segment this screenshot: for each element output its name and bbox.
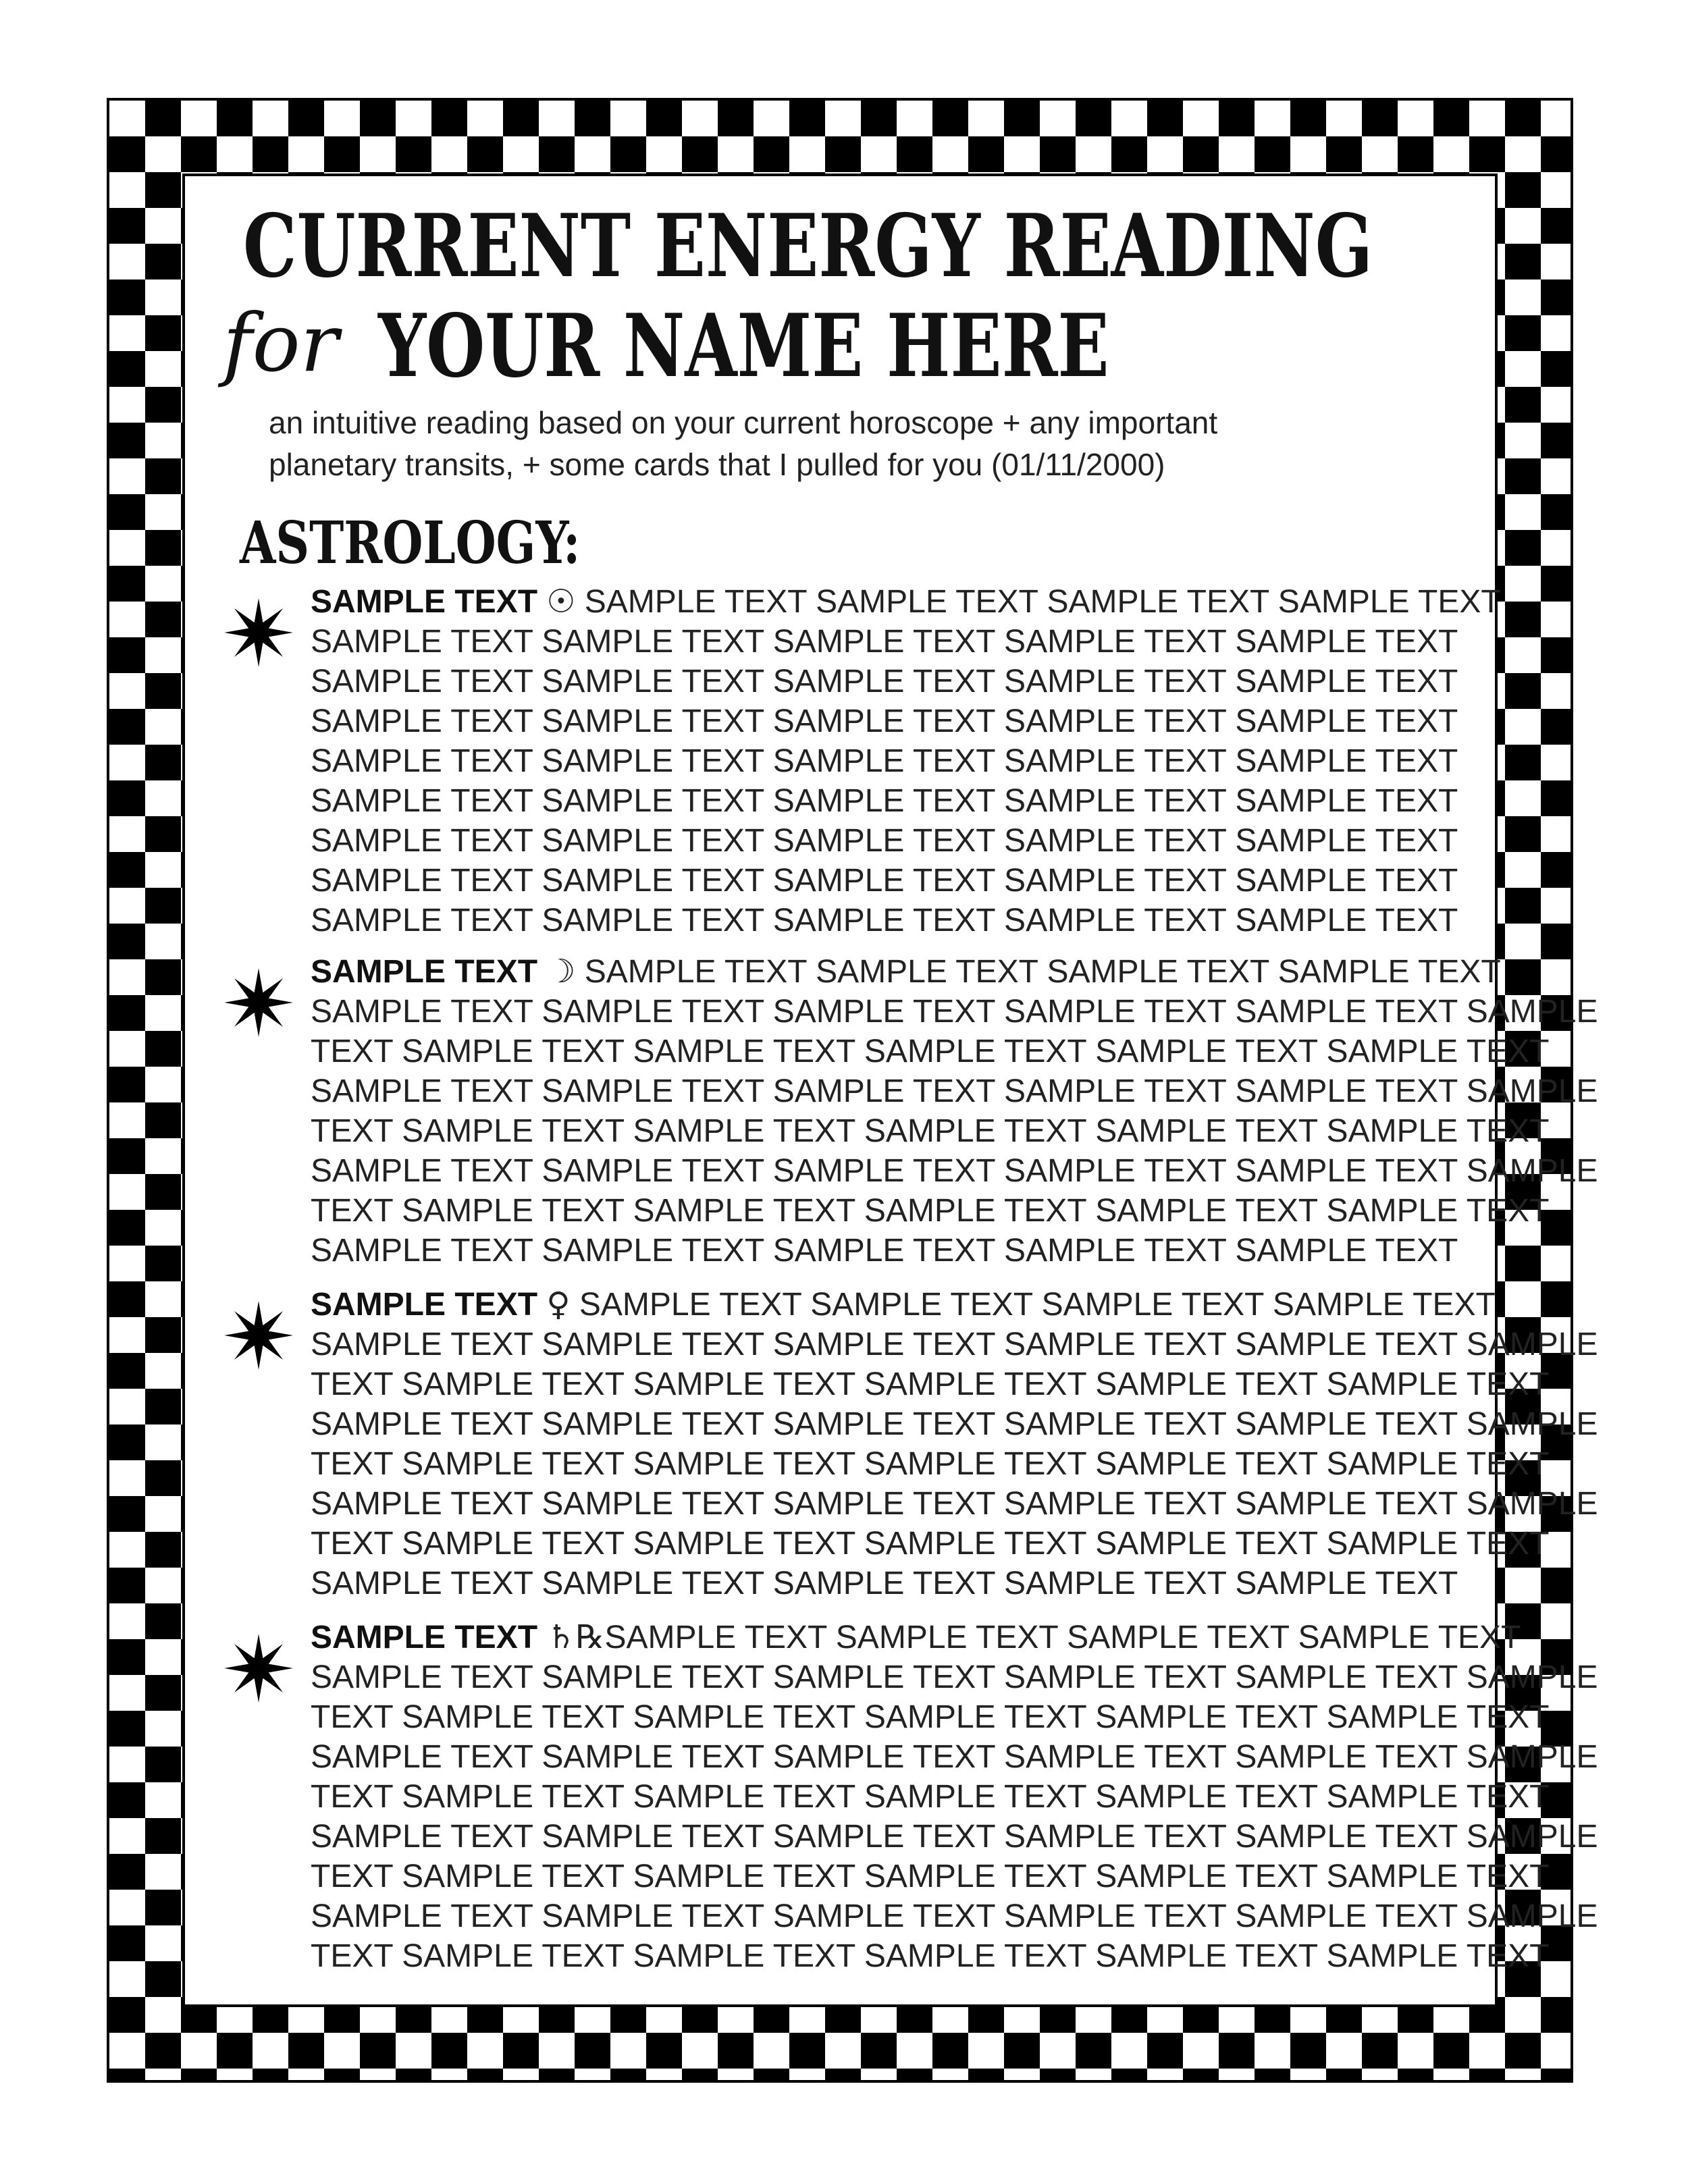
- entry-line: SAMPLE TEXT SAMPLE TEXT SAMPLE TEXT SAMPLE TEXT SAMPLE TEXT SAMPLE: [311, 1739, 1598, 1775]
- eight-point-star-icon: [223, 1300, 294, 1371]
- subtitle-line: planetary transits, + some cards that I pulled for you (01/11/2000): [269, 447, 1165, 482]
- entry-line: SAMPLE TEXT SAMPLE TEXT SAMPLE TEXT SAMPLE TEXT: [575, 954, 1501, 990]
- eight-point-star-icon: [223, 967, 294, 1038]
- entry-line: SAMPLE TEXT SAMPLE TEXT SAMPLE TEXT SAMPLE TEXT: [570, 1287, 1496, 1323]
- entry-line: SAMPLE TEXT SAMPLE TEXT SAMPLE TEXT SAMPLE TEXT SAMPLE TEXT: [311, 823, 1458, 859]
- entry-line: SAMPLE TEXT SAMPLE TEXT SAMPLE TEXT SAMPLE TEXT SAMPLE TEXT: [311, 703, 1458, 739]
- entry-line: TEXT SAMPLE TEXT SAMPLE TEXT SAMPLE TEXT SAMPLE TEXT SAMPLE TEXT: [311, 1699, 1550, 1735]
- entry-line: TEXT SAMPLE TEXT SAMPLE TEXT SAMPLE TEXT SAMPLE TEXT SAMPLE TEXT: [311, 1193, 1550, 1229]
- entry-line: SAMPLE TEXT SAMPLE TEXT SAMPLE TEXT SAMPLE TEXT SAMPLE TEXT: [311, 903, 1458, 938]
- entry-line: SAMPLE TEXT SAMPLE TEXT SAMPLE TEXT SAMPLE TEXT SAMPLE TEXT SAMPLE: [311, 1659, 1598, 1695]
- entry-line: SAMPLE TEXT SAMPLE TEXT SAMPLE TEXT SAMPLE TEXT SAMPLE TEXT SAMPLE: [311, 1327, 1598, 1362]
- entry-line: SAMPLE TEXT SAMPLE TEXT SAMPLE TEXT SAMPLE TEXT: [604, 1620, 1521, 1655]
- entry-line: SAMPLE TEXT SAMPLE TEXT SAMPLE TEXT SAMPLE TEXT SAMPLE TEXT: [311, 783, 1458, 819]
- entry-line: SAMPLE TEXT SAMPLE TEXT SAMPLE TEXT SAMPLE TEXT SAMPLE TEXT SAMPLE: [311, 1406, 1598, 1442]
- entry-text: [311, 1618, 1598, 1976]
- entry-line: TEXT SAMPLE TEXT SAMPLE TEXT SAMPLE TEXT SAMPLE TEXT SAMPLE TEXT: [311, 1113, 1550, 1149]
- entry-line: SAMPLE TEXT SAMPLE TEXT SAMPLE TEXT SAMPLE TEXT SAMPLE TEXT: [311, 664, 1458, 699]
- section-heading-astrology: ASTROLOGY:: [240, 509, 581, 577]
- entry-line: TEXT SAMPLE TEXT SAMPLE TEXT SAMPLE TEXT SAMPLE TEXT SAMPLE TEXT: [311, 1526, 1550, 1562]
- entry-line: TEXT SAMPLE TEXT SAMPLE TEXT SAMPLE TEXT SAMPLE TEXT SAMPLE TEXT: [311, 1859, 1550, 1894]
- eight-point-star-icon: [223, 1632, 294, 1704]
- entry-line: SAMPLE TEXT SAMPLE TEXT SAMPLE TEXT SAMPLE TEXT SAMPLE TEXT: [311, 743, 1458, 779]
- client-name: YOUR NAME HERE: [378, 296, 1109, 397]
- entry-line: SAMPLE TEXT SAMPLE TEXT SAMPLE TEXT SAMPLE TEXT SAMPLE TEXT: [311, 1233, 1458, 1269]
- saturn-retrograde-glyph: ♄℞: [546, 1618, 605, 1656]
- entry-line: TEXT SAMPLE TEXT SAMPLE TEXT SAMPLE TEXT SAMPLE TEXT SAMPLE TEXT: [311, 1366, 1550, 1402]
- entry-text: [311, 582, 1501, 940]
- entry-line: SAMPLE TEXT SAMPLE TEXT SAMPLE TEXT SAMPLE TEXT SAMPLE TEXT: [311, 863, 1458, 899]
- entry-first-line: [311, 1618, 1521, 1657]
- entry-line: TEXT SAMPLE TEXT SAMPLE TEXT SAMPLE TEXT SAMPLE TEXT SAMPLE TEXT: [311, 1446, 1550, 1482]
- sun-glyph: ☉: [546, 583, 576, 620]
- subtitle-line: an intuitive reading based on your current horoscope + any important: [269, 405, 1218, 440]
- entry-line: TEXT SAMPLE TEXT SAMPLE TEXT SAMPLE TEXT SAMPLE TEXT SAMPLE TEXT: [311, 1938, 1550, 1974]
- entry-line: TEXT SAMPLE TEXT SAMPLE TEXT SAMPLE TEXT SAMPLE TEXT SAMPLE TEXT: [311, 1779, 1550, 1815]
- entry-label: SAMPLE TEXT: [311, 1287, 538, 1323]
- subtitle: [269, 402, 1349, 485]
- entry-line: SAMPLE TEXT SAMPLE TEXT SAMPLE TEXT SAMPLE TEXT SAMPLE TEXT SAMPLE: [311, 1486, 1598, 1522]
- entry-line: SAMPLE TEXT SAMPLE TEXT SAMPLE TEXT SAMPLE TEXT: [575, 584, 1501, 620]
- entry-line: SAMPLE TEXT SAMPLE TEXT SAMPLE TEXT SAMPLE TEXT SAMPLE TEXT SAMPLE: [311, 1898, 1598, 1934]
- entry-line: SAMPLE TEXT SAMPLE TEXT SAMPLE TEXT SAMPLE TEXT SAMPLE TEXT SAMPLE: [311, 1819, 1598, 1855]
- entry-label: SAMPLE TEXT: [311, 954, 538, 990]
- entry-text: [311, 952, 1598, 1271]
- entry-first-line: [311, 952, 1501, 992]
- entry-label: SAMPLE TEXT: [311, 1620, 538, 1655]
- entry-line: SAMPLE TEXT SAMPLE TEXT SAMPLE TEXT SAMPLE TEXT SAMPLE TEXT: [311, 624, 1458, 660]
- entry-line: SAMPLE TEXT SAMPLE TEXT SAMPLE TEXT SAMPLE TEXT SAMPLE TEXT SAMPLE: [311, 1073, 1598, 1109]
- entry-line: SAMPLE TEXT SAMPLE TEXT SAMPLE TEXT SAMPLE TEXT SAMPLE TEXT SAMPLE: [311, 1153, 1598, 1189]
- entry-line: SAMPLE TEXT SAMPLE TEXT SAMPLE TEXT SAMPLE TEXT SAMPLE TEXT SAMPLE: [311, 994, 1598, 1030]
- entry-first-line: [311, 1285, 1496, 1325]
- entry-line: SAMPLE TEXT SAMPLE TEXT SAMPLE TEXT SAMPLE TEXT SAMPLE TEXT: [311, 1566, 1458, 1601]
- entry-first-line: [311, 582, 1501, 622]
- for-script-word: for: [223, 296, 339, 390]
- moon-glyph: ☽: [546, 953, 576, 990]
- entry-label: SAMPLE TEXT: [311, 584, 538, 620]
- venus-glyph: ♀: [546, 1285, 571, 1323]
- page-title: CURRENT ENERGY READING: [243, 196, 1373, 297]
- eight-point-star-icon: [223, 597, 294, 668]
- entry-text: [311, 1285, 1598, 1603]
- entry-line: TEXT SAMPLE TEXT SAMPLE TEXT SAMPLE TEXT SAMPLE TEXT SAMPLE TEXT: [311, 1034, 1550, 1069]
